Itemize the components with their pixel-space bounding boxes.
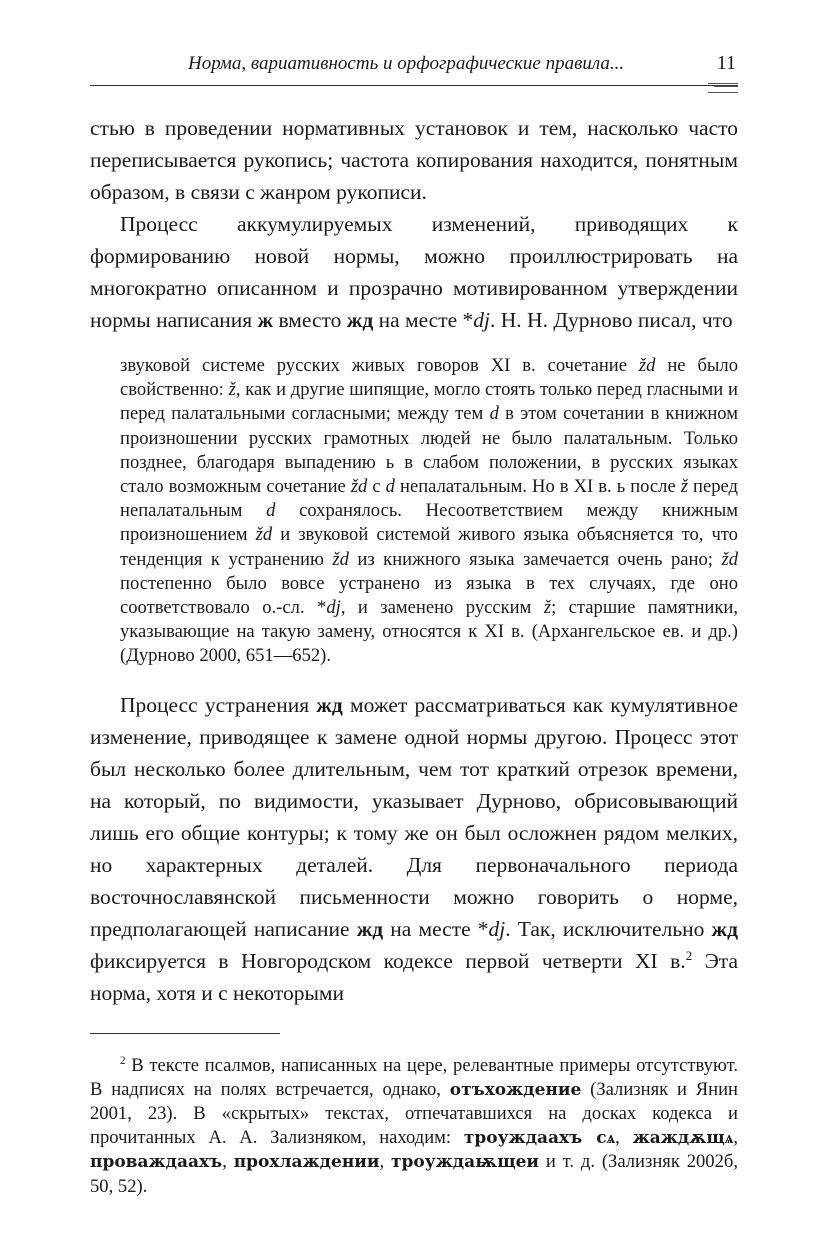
text-run: , <box>733 1127 738 1149</box>
bold-term: ж <box>257 308 274 332</box>
text-run: В тексте псалмов, написанных на цере, релевантные примеры отсутствуют. В надписях на полях встречается, однако, <box>90 1054 738 1100</box>
text-run: , <box>615 1127 633 1149</box>
paragraph-1-text: стью в проведении нормативных установок и тем, насколько часто переписывается рукопись; частота копирования находится, понятным образом, в связи с жанром рукописи. <box>90 116 738 204</box>
italic-term: ž <box>228 379 236 401</box>
old-slavonic-form: жаждѫщѧ <box>632 1128 734 1149</box>
text-run: , <box>222 1151 234 1173</box>
page-number: 11 <box>716 52 736 74</box>
text-run: ; старшие памятники, указывающие на такую замену, относятся к XI в. (Архангельское ев. и др.) (Дурново 2000, 651—652). <box>120 597 738 667</box>
italic-term: žd <box>721 548 738 570</box>
old-slavonic-form: отъхождение <box>449 1079 582 1100</box>
header-rule-line <box>90 85 738 86</box>
italic-term: ž <box>543 597 552 619</box>
bold-term: жд <box>346 308 374 332</box>
old-slavonic-form: троуждаахъ сѧ <box>463 1128 616 1149</box>
footnote-number: 2 <box>120 1054 126 1067</box>
text-run: , как и другие шипящие, могло стоять только перед гласными и перед палатальными согласными; между тем <box>120 379 738 425</box>
text-run: может рассматриваться как кумулятивное изменение, приводящее к замене одной нормы другою. Процесс этот был несколько более длительным, чем тот краткий отрезок времени, на который, по видимости, указывает Дурново, обрисовывающий лишь его общие контуры; к тому же он был осложнен рядом мелких, но характерных деталей. Для первоначального периода восточнославянской письменности можно говорить о норме, предполагающей написание <box>90 692 738 941</box>
italic-term: žd <box>638 355 656 376</box>
text-run: Эта норма, хотя и с некоторыми <box>90 948 738 1005</box>
footnote-2 <box>90 1054 738 1199</box>
text-run: и т. д. (Зализняк 2002б, 50, 52). <box>90 1151 739 1197</box>
italic-term: žd <box>350 476 368 498</box>
running-head <box>90 52 738 82</box>
paragraph-1 <box>90 112 738 208</box>
header-ornament <box>708 83 738 93</box>
text-run: Процесс устранения <box>120 692 317 717</box>
text-run: фиксируется в Новгородском кодексе первой четверти XI в. <box>90 948 686 973</box>
header-rule <box>90 82 738 92</box>
text-run: . Так, исключительно <box>505 916 712 941</box>
text-run: непалатальным. Но в XI в. ь после <box>394 476 681 498</box>
text-run: звуковой системе русских живых говоров XI в. сочетание <box>120 355 639 376</box>
block-quote <box>120 354 738 669</box>
text-run: перед непалатальным <box>120 476 738 522</box>
text-run: не было свойственно: <box>120 355 738 401</box>
paragraph-3 <box>90 689 738 1009</box>
text-run: на месте * <box>373 308 474 332</box>
text-run: , и заменено русским <box>340 597 544 619</box>
text-run: и звуковой системой живого языка объясняется то, что тенденция к устранению <box>120 524 738 570</box>
italic-term: d <box>385 476 395 498</box>
text-run: из книжного языка замечается очень рано; <box>348 548 722 570</box>
italic-term: ž <box>680 476 688 498</box>
text-run: , <box>379 1151 391 1173</box>
text-run: (Зализняк и Янин 2001, 23). В «скрытых» текстах, отпечатавшихся на досках кодекса и прочитанных А. А. Зализняком, находим: <box>90 1078 738 1149</box>
italic-term: d <box>266 500 276 522</box>
italic-term: žd <box>332 548 349 570</box>
footnote-ref[interactable]: 2 <box>685 948 693 963</box>
old-slavonic-form: троуждаѭщеи <box>390 1152 540 1173</box>
footnote-rule <box>90 1033 280 1034</box>
text-run: в этом сочетании в книжном произношении русских грамотных людей не было палатальным. Только позднее, благодаря выпадению ь в слабом положении, в русских языках стало возможным сочетание <box>120 403 738 498</box>
italic-term: dj <box>488 916 506 941</box>
text-run: вместо <box>273 308 347 332</box>
italic-term: dj <box>326 597 341 619</box>
bold-term: жд <box>356 916 384 941</box>
text-run: . Н. Н. Дурново писал, что <box>490 308 733 332</box>
running-title: Норма, вариативность и орфографические правила... <box>188 53 625 74</box>
text-run: сохранялось. Несоответствием между книжным произношением <box>120 500 738 546</box>
text-run: постепенно было вовсе устранено из языка в тех случаях, где оно соответствовало о.-сл. * <box>120 572 738 619</box>
paragraph-2 <box>90 208 738 336</box>
text-run: с <box>367 476 386 498</box>
italic-term: d <box>489 403 499 425</box>
text-run: на месте * <box>383 916 489 941</box>
old-slavonic-form: проваждаахъ <box>90 1152 223 1173</box>
italic-term: žd <box>255 524 273 546</box>
italic-term: dj <box>473 308 491 332</box>
bold-term: жд <box>316 692 343 717</box>
page <box>90 52 738 1199</box>
bold-term: жд <box>711 916 738 941</box>
old-slavonic-form: прохлаждении <box>233 1152 380 1173</box>
text-run: Процесс аккумулируемых изменений, приводящих к формированию новой нормы, можно проиллюстрировать на многократно описанном и прозрачно мотивированном утверждении нормы написания <box>90 212 738 332</box>
